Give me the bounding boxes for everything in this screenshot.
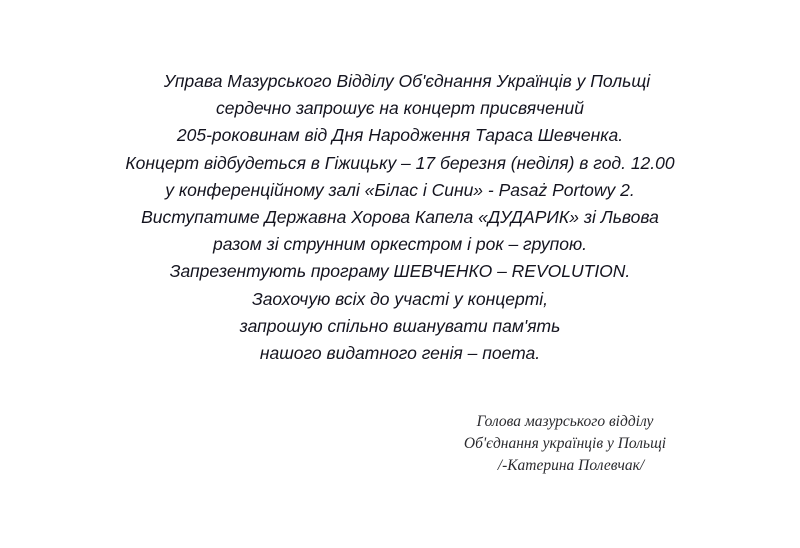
invitation-line-venue: у конференційному залі «Білас і Сини» - Pasaż Portowy 2. bbox=[165, 179, 635, 200]
invitation-line-encourage: Заохочую всіх до участі у концерті, bbox=[251, 288, 549, 309]
invitation-line-program: Запрезентують програму ШЕВЧЕНКО – REVOLUTION. bbox=[169, 261, 631, 282]
invitation-line-anniversary: 205-роковинам від Дня Народження Тараса Шевченка. bbox=[176, 125, 624, 146]
signature-name: /-Катерина Полевчак/ bbox=[497, 457, 645, 474]
invitation-text bbox=[0, 68, 800, 367]
signature-title-line1: Голова мазурського відділу bbox=[476, 413, 654, 430]
invitation-line-invite: сердечно запрошує на концерт присвячений bbox=[216, 98, 584, 119]
invitation-line-genius: нашого видатного генія – поета. bbox=[259, 343, 541, 364]
signature-block bbox=[420, 411, 710, 477]
invitation-line-date-time: Концерт відбудеться в Гіжицьку – 17 березня (неділя) в год. 12.00 bbox=[125, 152, 675, 173]
signature-title-line2: Об'єднання українців у Польщі bbox=[463, 435, 667, 452]
invitation-line-orchestra: разом зі струнним оркестром і рок – групою. bbox=[213, 234, 587, 255]
invitation-line-honor: запрошую спільно вшанувати пам'ять bbox=[239, 315, 561, 336]
invitation-line-organizer: Управа Мазурського Відділу Об'єднання Українців у Польщі bbox=[163, 71, 651, 91]
invitation-line-performer: Виступатиме Державна Хорова Капела «ДУДАРИК» зі Львова bbox=[141, 207, 659, 228]
